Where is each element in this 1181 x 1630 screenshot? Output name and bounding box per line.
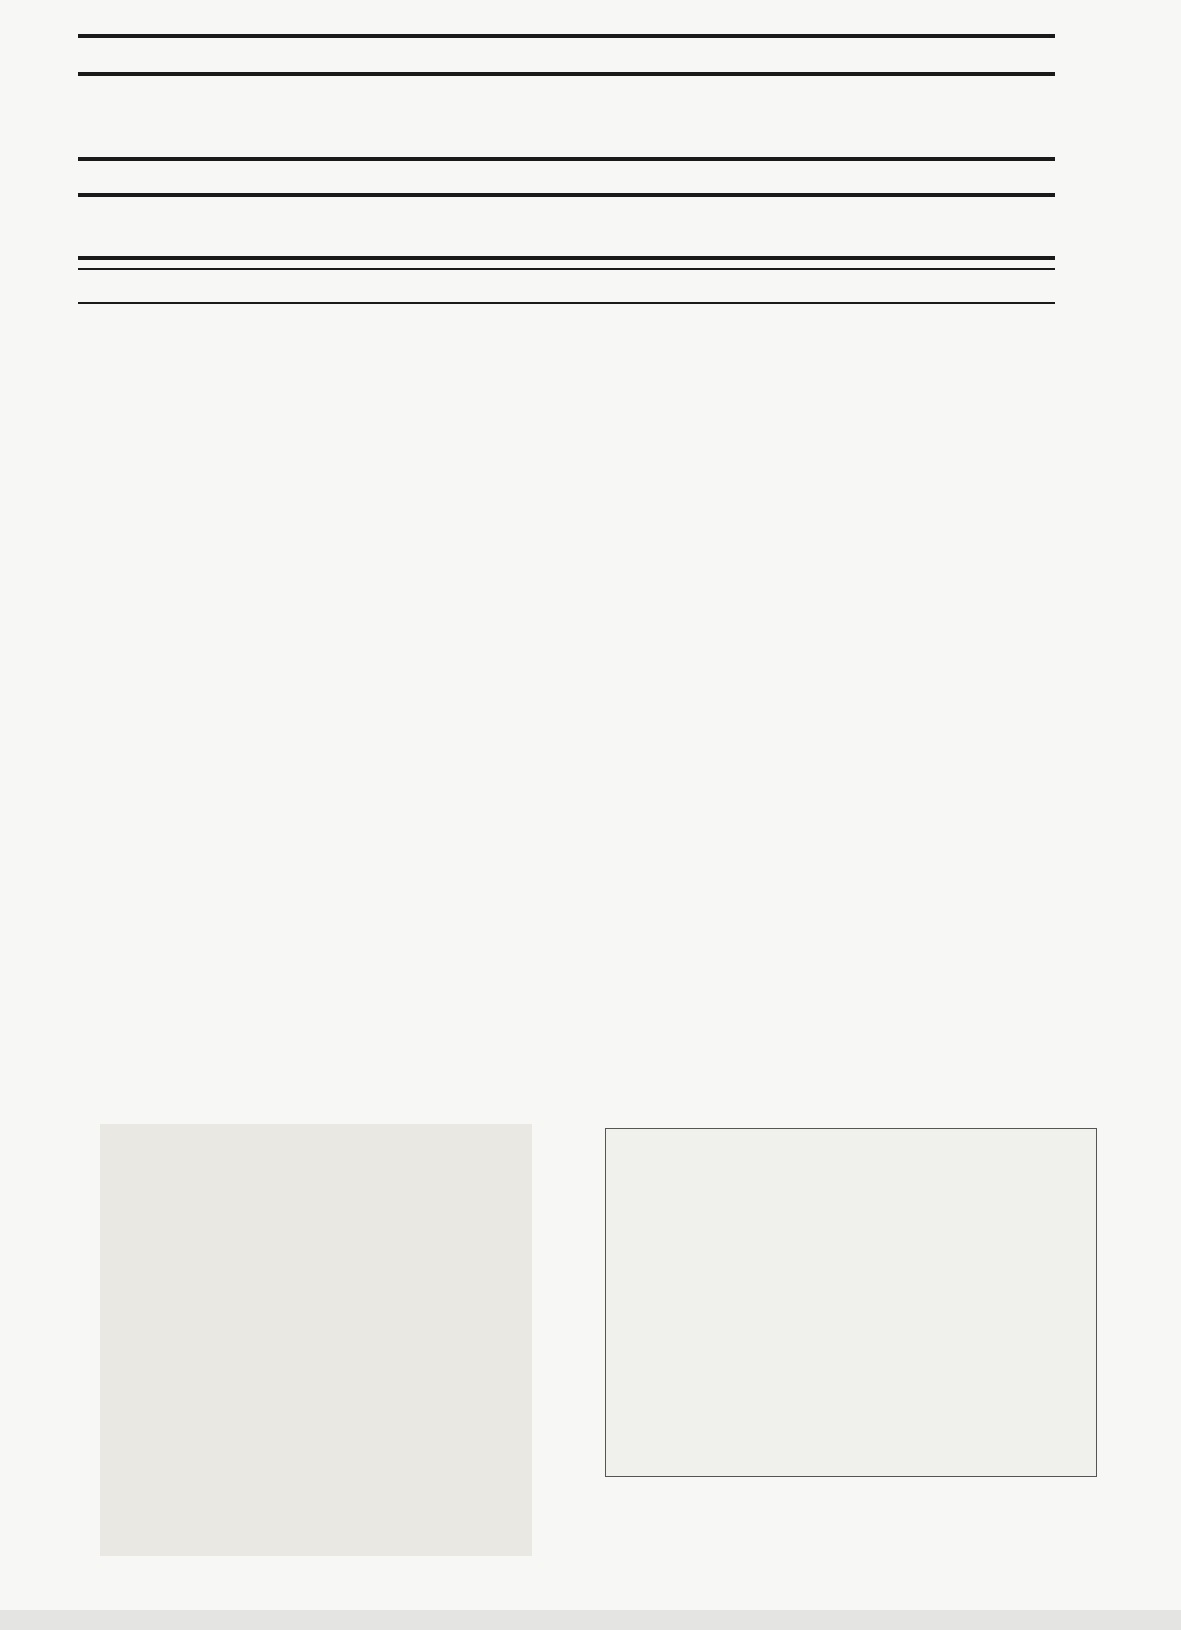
rule [78,34,1055,38]
rule [78,72,1055,76]
agnes-obituary-clipping [605,1128,1097,1477]
rule [78,256,1055,260]
rule [78,302,1055,304]
rule [78,268,1055,270]
scan-edge [0,1610,1181,1630]
mortuary-record-clipping [100,1124,532,1556]
rule [78,157,1055,161]
rule [78,193,1055,197]
